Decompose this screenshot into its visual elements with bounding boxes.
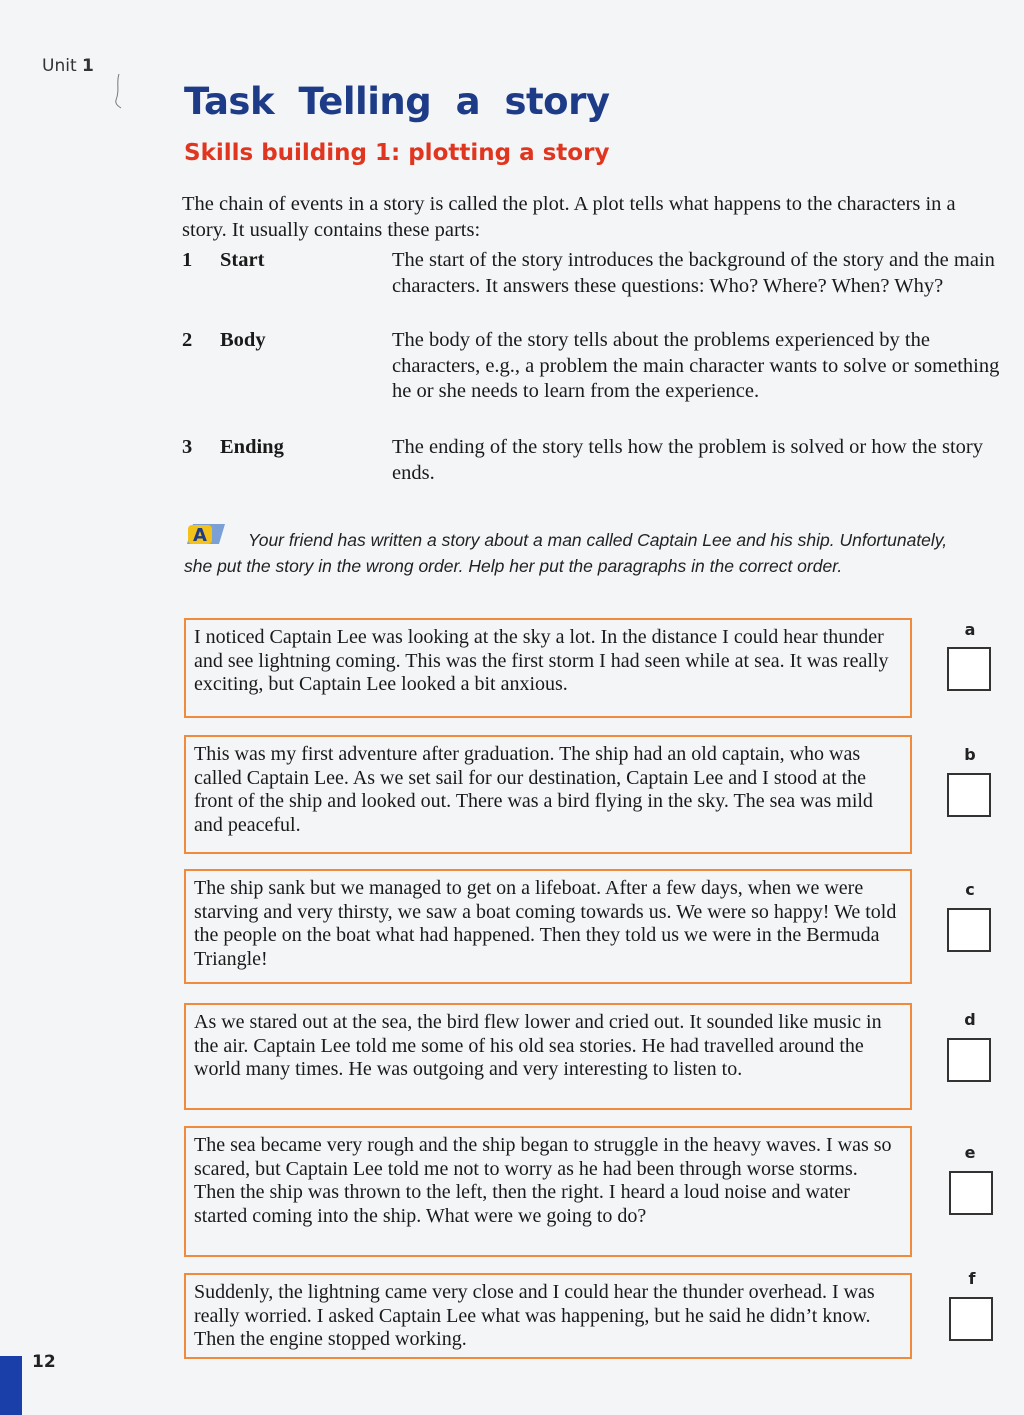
page-title: Task Telling a story: [184, 80, 610, 123]
story-paragraph-e: The sea became very rough and the ship began to struggle in the heavy waves. I was so scared, but Captain Lee told me not to worry as he had been through worse storms. Then the ship was thrown to the left, then the right. I heard a loud noise and water started coming into the ship. What were we going to do?: [184, 1126, 912, 1257]
activity-badge-letter: A: [193, 525, 207, 546]
answer-box-f[interactable]: [949, 1297, 993, 1341]
story-paragraph-c: The ship sank but we managed to get on a lifeboat. After a few days, when we were starving and very thirsty, we saw a boat coming towards us. We were so happy! We told the people on the boat what had happened. Then they told us we were in the Bermuda Triangle!: [184, 869, 912, 984]
unit-number: 1: [82, 56, 94, 76]
paragraph-letter: d: [964, 1010, 976, 1029]
plot-parts-list: [182, 248, 1002, 486]
plot-part-body: [182, 328, 1002, 435]
activity-instruction: Your friend has written a story about a man called Captain Lee and his ship. Unfortunately, she put the story in the wrong order. Help her put the paragraphs in the correct order.: [184, 530, 948, 576]
plot-part-number: 3: [182, 436, 193, 458]
plot-part-description: The body of the story tells about the problems experienced by the characters, e.g., a problem the main character wants to solve or something he or she needs to learn from the experience.: [392, 329, 1000, 402]
answer-box-c[interactable]: [947, 908, 991, 952]
story-paragraph-d: As we stared out at the sea, the bird flew lower and cried out. It sounded like music in the air. Captain Lee told me some of his old sea stories. He had travelled around the world many times. He was outgoing and very interesting to listen to.: [184, 1003, 912, 1110]
paragraph-letter: e: [964, 1143, 976, 1162]
intro-text: The chain of events in a story is called the plot. A plot tells what happens to the characters in a story. It usually contains these parts:: [182, 193, 956, 241]
plot-part-name: Ending: [220, 436, 284, 458]
plot-part-name: Start: [220, 249, 265, 271]
plot-part-ending: [182, 435, 1002, 486]
unit-label: [42, 56, 94, 76]
section-subtitle: Skills building 1: plotting a story: [184, 140, 610, 166]
story-paragraph-f: Suddenly, the lightning came very close and I could hear the thunder overhead. I was really worried. I asked Captain Lee what was happening, but he said he didn’t know. Then the engine stopped working.: [184, 1273, 912, 1359]
paragraph-letter: f: [968, 1269, 976, 1288]
page-tab: [0, 1356, 22, 1415]
story-paragraph-b: This was my first adventure after graduation. The ship had an old captain, who was called Captain Lee. As we set sail for our destination, Captain Lee and I stood at the front of the ship and looked out. There was a bird flying in the sky. The sea was mild and peaceful.: [184, 735, 912, 854]
paragraph-letter: b: [964, 745, 976, 764]
plot-part-number: 2: [182, 329, 193, 351]
plot-part-name: Body: [220, 329, 266, 351]
plot-part-description: The ending of the story tells how the problem is solved or how the story ends.: [392, 436, 983, 484]
paragraph-letter: a: [964, 620, 976, 639]
story-paragraph-a: I noticed Captain Lee was looking at the sky a lot. In the distance I could hear thunder and see lightning coming. This was the first storm I had seen while at sea. It was really exciting, but Captain Lee looked a bit anxious.: [184, 618, 912, 718]
paragraph-letter: c: [965, 880, 975, 899]
unit-label-text: Unit: [42, 56, 77, 76]
page-number: 12: [32, 1352, 56, 1372]
answer-box-d[interactable]: [947, 1038, 991, 1082]
answer-box-a[interactable]: [947, 647, 991, 691]
plot-part-start: [182, 248, 1002, 328]
plot-part-number: 1: [182, 249, 193, 271]
plot-part-description: The start of the story introduces the background of the story and the main characters. It answers these questions: Who? Where? When? Why?: [392, 249, 995, 297]
pen-mark-icon: [112, 72, 122, 112]
answer-box-e[interactable]: [949, 1171, 993, 1215]
answer-box-b[interactable]: [947, 773, 991, 817]
